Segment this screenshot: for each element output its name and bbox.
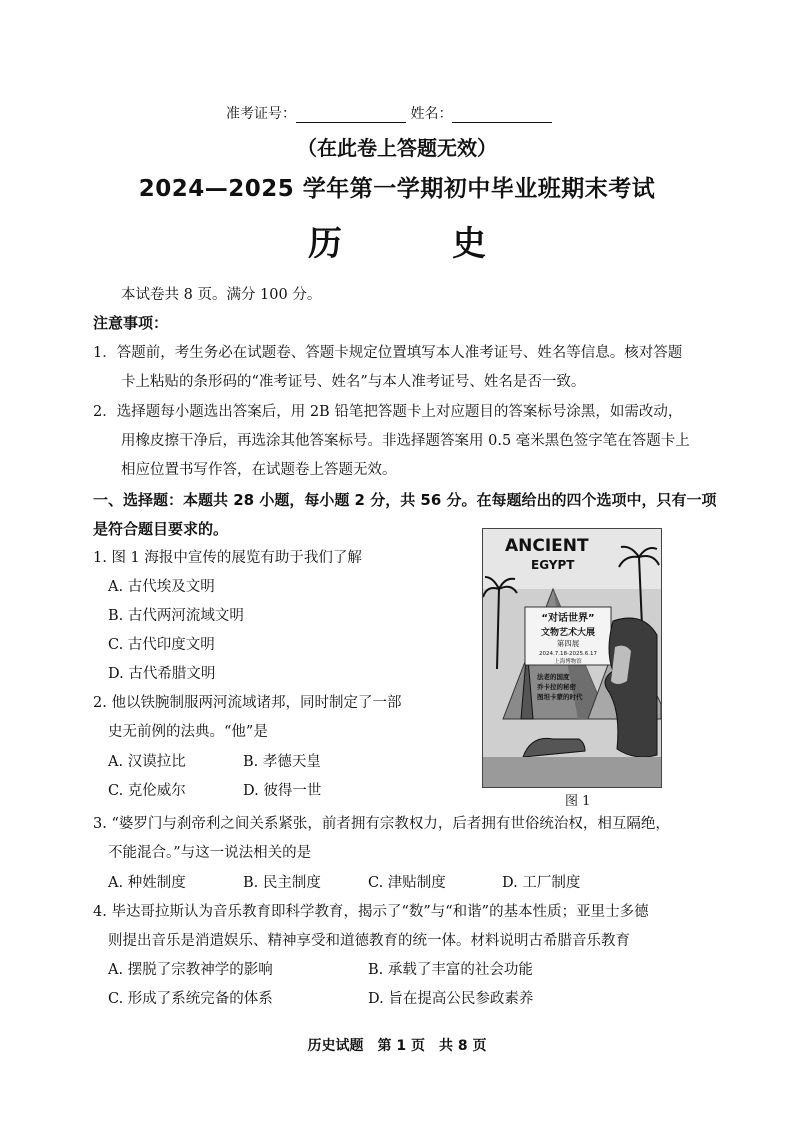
- poster-title-1: ANCIENT: [505, 536, 589, 556]
- q2-option-c: C. 克伦威尔: [108, 783, 186, 799]
- q1-option-d: D. 古代希腊文明: [108, 666, 216, 682]
- q1-stem: 1. 图 1 海报中宣传的展览有助于我们了解: [93, 550, 362, 566]
- poster-tag-1: 法老的国度: [537, 673, 570, 681]
- q4-option-b: B. 承载了丰富的社会功能: [368, 962, 533, 978]
- q4-option-c: C. 形成了系统完备的体系: [108, 991, 273, 1007]
- poster-tag-2: 乔卡拉的秘密: [537, 683, 576, 691]
- q2-stem-line-2: 史无前例的法典。“他”是: [108, 724, 268, 740]
- notes-heading: 注意事项：: [93, 314, 169, 332]
- q2-option-a: A. 汉谟拉比: [108, 754, 186, 770]
- subject-char-2: 史: [452, 224, 486, 264]
- poster-tag-3: 图坦卡蒙的时代: [537, 693, 583, 701]
- candidate-info-line: [226, 103, 552, 123]
- poster-headline: “对话世界”: [541, 613, 595, 624]
- q3-option-a: A. 种姓制度: [108, 875, 186, 891]
- q4-stem-line-1: 4. 毕达哥拉斯认为音乐教育即科学教育，揭示了“数”与“和谐”的基本性质；亚里士多德: [93, 904, 649, 920]
- exam-id-blank: [296, 108, 406, 123]
- q4-option-d: D. 旨在提高公民参政素养: [368, 991, 534, 1007]
- poster-title-2: EGYPT: [531, 558, 575, 572]
- q3-option-c: C. 津贴制度: [368, 875, 446, 891]
- q1-option-c: C. 古代印度文明: [108, 637, 215, 653]
- q3-stem-line-1: 3. “婆罗门与刹帝利之间关系紧张，前者拥有宗教权力，后者拥有世俗统治权，相互隔绝，: [93, 816, 670, 832]
- poster-venue: 上海博物馆: [554, 659, 582, 665]
- note-2-line-1: 2．选择题每小题选出答案后，用 2B 铅笔把答题卡上对应题目的答案标号涂黑，如需改动，: [93, 404, 683, 420]
- q2-option-b: B. 孝德天皇: [243, 754, 321, 770]
- exam-title: 2024—2025 学年第一学期初中毕业班期末考试: [138, 176, 656, 202]
- q2-stem-line-1: 2. 他以铁腕制服两河流域诸邦，同时制定了一部: [93, 695, 402, 711]
- exam-id-label: 准考证号：: [226, 106, 296, 122]
- q1-option-a: A. 古代埃及文明: [108, 579, 215, 595]
- subject-title: [0, 216, 794, 265]
- q4-stem-line-2: 则提出音乐是消遣娱乐、精神享受和道德教育的统一体。材料说明古希腊音乐教育: [108, 933, 630, 949]
- name-label: 姓名：: [410, 106, 453, 122]
- q4-option-a: A. 摆脱了宗教神学的影响: [108, 962, 273, 978]
- q1-option-b: B. 古代两河流域文明: [108, 608, 244, 624]
- section-1-line-1: 一、选择题：本题共 28 小题，每小题 2 分，共 56 分。在每题给出的四个选项中，只有一项: [93, 491, 717, 509]
- poster-sub-1: 文物艺术大展: [540, 628, 596, 638]
- figure-1-poster: [482, 528, 662, 788]
- poster-illustration: [483, 529, 661, 787]
- figure-1-caption: 图 1: [565, 794, 591, 809]
- poster-sub-2: 第四展: [556, 639, 580, 648]
- q2-option-d: D. 彼得一世: [243, 783, 322, 799]
- q3-stem-line-2: 不能混合。”与这一说法相关的是: [108, 845, 312, 861]
- subject-char-1: 历: [308, 224, 342, 264]
- name-blank: [452, 108, 552, 123]
- intro-text: 本试卷共 8 页。满分 100 分。: [121, 287, 322, 303]
- note-1-line-1: 1．答题前，考生务必在试题卷、答题卡规定位置填写本人准考证号、姓名等信息。核对答题: [93, 345, 683, 361]
- poster-dates: 2024.7.18-2025.6.17: [539, 651, 597, 657]
- note-1-line-2: 卡上粘贴的条形码的“准考证号、姓名”与本人准考证号、姓名是否一致。: [121, 374, 586, 390]
- note-2-line-3: 相应位置书写作答，在试题卷上答题无效。: [121, 462, 397, 478]
- page-footer: 历史试题 第 1 页 共 8 页: [307, 1038, 487, 1054]
- q3-option-b: B. 民主制度: [243, 875, 321, 891]
- note-2-line-2: 用橡皮擦干净后，再选涂其他答案标号。非选择题答案用 0.5 毫米黑色签字笔在答题卡上: [121, 433, 690, 449]
- section-1-line-2: 是符合题目要求的。: [93, 520, 229, 538]
- invalid-answer-notice: （在此卷上答题无效）: [297, 136, 497, 160]
- q3-option-d: D. 工厂制度: [502, 875, 581, 891]
